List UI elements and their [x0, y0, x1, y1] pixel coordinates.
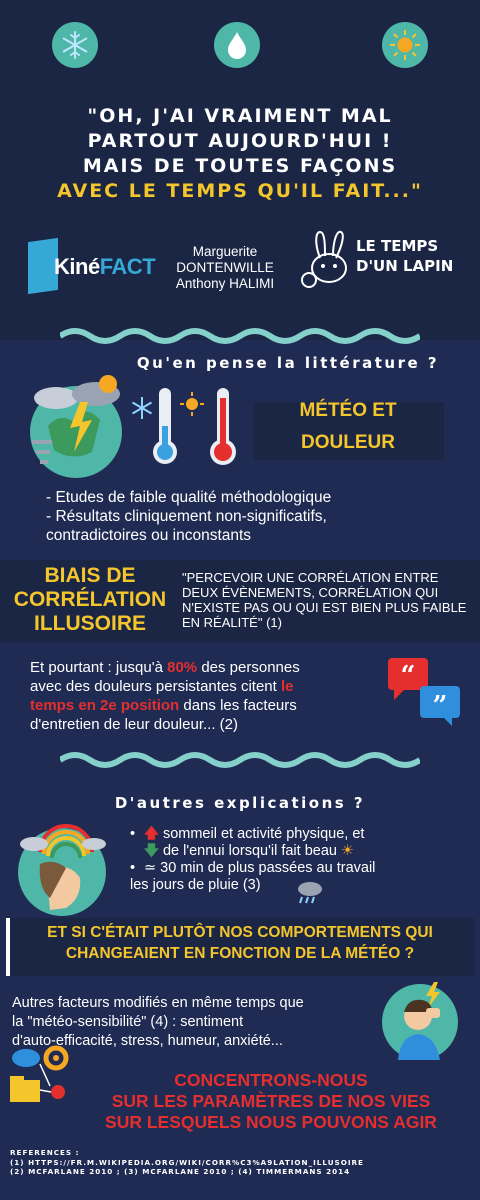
focus-line-2: SUR LES PARAMÈTRES DE NOS VIES [111, 1091, 431, 1111]
explication-line-1: sommeil et activité physique, et [162, 826, 365, 842]
focus-line-1: CONCENTRONS-NOUS [174, 1070, 368, 1090]
arrow-down-icon: 🡇 [144, 843, 159, 859]
section-title-explications: D'autres explications ? [114, 794, 366, 812]
references [10, 1148, 474, 1177]
plutot-line-1: ET SI C'ÉTAIT PLUTÔT NOS COMPORTEMENTS QUI [47, 924, 433, 941]
biais-title [6, 564, 174, 636]
explication-line-2: de l'ennui lorsqu'il fait beau [162, 843, 337, 859]
quote-line-2: PARTOUT AUJOURD'HUI ! [87, 130, 393, 152]
biais-title-line-2: CORRÉLATION [13, 588, 167, 611]
kinefact-logo-part2: FACT [99, 254, 156, 279]
hot-thermometer-icon [206, 386, 240, 468]
quote-highlight: AVEC LE TEMPS QU'IL FAIT..." [57, 180, 423, 202]
meteo-title-line-1: MÉTÉO ET [299, 400, 397, 421]
cold-thermometer-icon [150, 386, 180, 468]
arrow-up-icon: 🡅 [144, 826, 159, 842]
rabbit-logo-text [356, 236, 466, 276]
autres-line-1: Autres facteurs modifiés en même temps que [12, 995, 304, 1011]
authors [160, 244, 290, 292]
explication-line-3: ≃ 30 min de plus passées au travail [144, 860, 376, 876]
wave-divider [60, 750, 420, 770]
plutot-question [10, 922, 470, 964]
section-title-litterature: Qu'en pense la littérature ? [136, 354, 440, 372]
biais-title-line-1: BIAIS DE [44, 564, 136, 587]
meteo-title-line-2: DOULEUR [301, 432, 395, 453]
plutot-line-2: CHANGEAIENT EN FONCTION DE LA MÉTÉO ? [65, 945, 415, 962]
litterature-points [46, 488, 466, 545]
pourtant-text-2: des personnes [197, 659, 300, 676]
pourtant-highlight-2: temps en 2e position [30, 697, 180, 714]
sun-icon [180, 392, 204, 416]
author-line-1: Marguerite [192, 244, 258, 259]
pourtant-text-4: dans les facteurs [179, 697, 297, 714]
pourtant-text-1: Et pourtant : jusqu'à [30, 659, 168, 676]
autres-facteurs [12, 994, 382, 1051]
autres-line-3: d'auto-efficacité, stress, humeur, anxiété... [12, 1033, 283, 1049]
explication-line-4: les jours de pluie (3) [130, 877, 261, 893]
reference-line-1: (1) HTTPS://FR.M.WIKIPEDIA.ORG/WIKI/CORR%C3%A9LATION_ILLUSOIRE [10, 1157, 364, 1167]
rain-cloud-icon [294, 880, 324, 906]
biais-title-line-3: ILLUSOIRE [33, 612, 146, 635]
head-rainbow-illustration [10, 818, 114, 918]
kinefact-logo [28, 240, 160, 292]
kinefact-logo-part1: Kiné [54, 254, 100, 279]
pourtant-highlight-1: le [280, 678, 294, 695]
litterature-point-2: - Résultats cliniquement non-significatifs, [46, 508, 327, 525]
litterature-point-1: - Etudes de faible qualité méthodologique [46, 489, 332, 506]
sun-icon: ☀ [340, 843, 354, 859]
rabbit-logo-icon [300, 228, 358, 292]
snowflake-icon [52, 22, 98, 68]
explication-item-1-cont [130, 843, 470, 860]
quote-line-3: MAIS DE TOUTES FAÇONS [82, 155, 398, 177]
water-drop-icon [214, 22, 260, 68]
author-line-2: DONTENWILLE [176, 260, 274, 275]
pourtant-percent: 80% [167, 659, 198, 676]
svg-text:”: ” [432, 691, 448, 721]
explication-item-2: • ≃ 30 min de plus passées au travail [130, 860, 376, 876]
pourtant-text-5: d'entretien de leur douleur... (2) [30, 716, 238, 733]
quote-bubbles-icon [386, 656, 464, 728]
autres-line-2: la "météo-sensibilité" (4) : sentiment [12, 1014, 244, 1030]
headache-person-illustration [374, 978, 464, 1064]
settings-folder-icon [6, 1044, 74, 1108]
reference-line-2: (2) MCFARLANE 2010 ; (3) MCFARLANE 2010 ; (4) TIMMERMANS 2014 [10, 1167, 351, 1176]
rabbit-logo-line-1: LE TEMPS [356, 237, 439, 255]
biais-definition: "PERCEVOIR UNE CORRÉLATION ENTRE DEUX ÉVÈNEMENTS, CORRÉLATION QUI N'EXISTE PAS OU QUI EST BIEN PLUS FAIBLE EN RÉALITÉ" (1) [182, 570, 467, 630]
wave-divider [60, 326, 420, 346]
svg-text:“: “ [400, 661, 416, 691]
explication-item-1: • 🡅 sommeil et activité physique, et [130, 826, 365, 842]
focus-call-to-action [66, 1070, 476, 1133]
references-title: REFERENCES : [10, 1148, 80, 1157]
rabbit-logo-line-2: D'UN LAPIN [356, 257, 454, 275]
weather-storm-illustration [22, 372, 130, 484]
litterature-point-3: contradictoires ou inconstants [46, 527, 252, 544]
quote-line-1: "OH, J'AI VRAIMENT MAL [87, 105, 393, 127]
pourtant-text-3: avec des douleurs persistantes citent [30, 678, 281, 695]
pourtant-paragraph [30, 658, 386, 734]
focus-line-3: SUR LESQUELS NOUS POUVONS AGIR [105, 1112, 437, 1132]
sun-icon [382, 22, 428, 68]
author-line-3: Anthony HALIMI [175, 276, 275, 291]
